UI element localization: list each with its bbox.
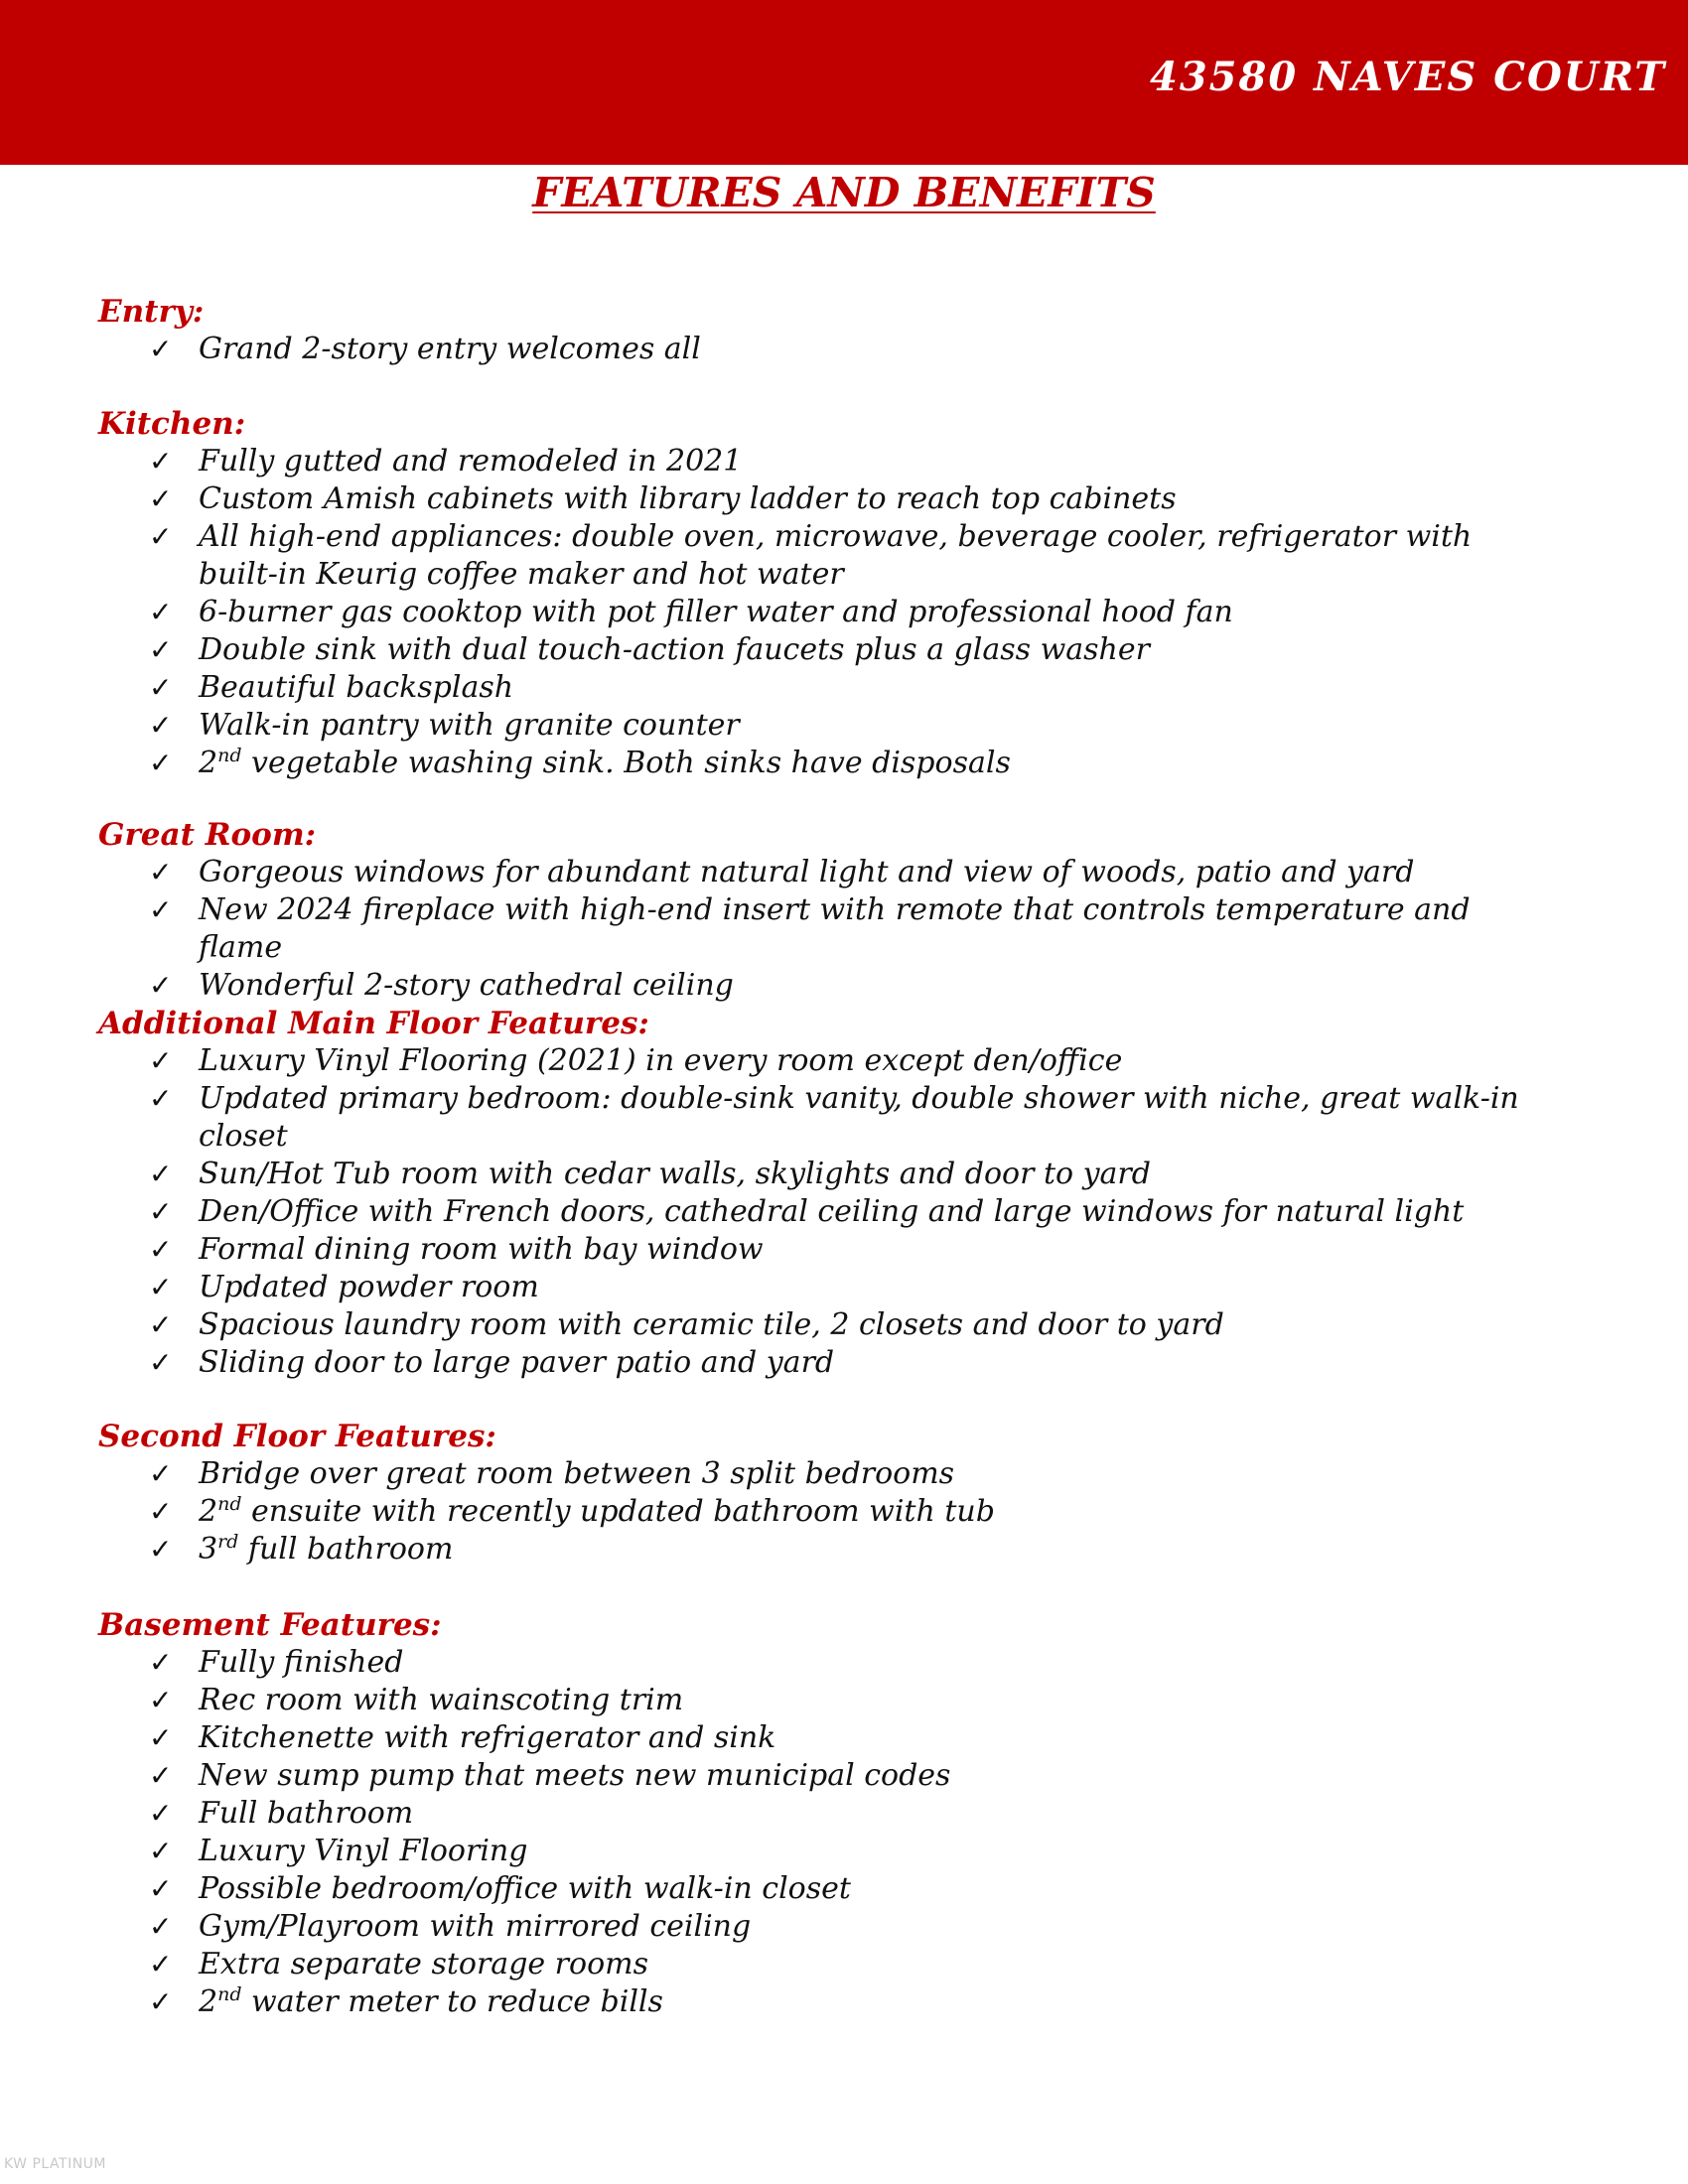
feature-text: All high-end appliances: double oven, microwave, beverage cooler, refrigerator with built-in Keurig coffee maker and hot water [199, 519, 1473, 592]
checkmark-icon: ✓ [149, 1985, 173, 2018]
ordinal-suffix: nd [217, 745, 242, 766]
feature-text: 6-burner gas cooktop with pot filler water and professional hood fan [199, 595, 1233, 629]
ordinal-number: 2 [199, 746, 218, 780]
feature-text: Sliding door to large paver patio and yard [199, 1345, 835, 1380]
feature-list [0, 1042, 1688, 1382]
checkmark-icon: ✓ [149, 1910, 173, 1943]
feature-list [0, 1644, 1688, 2021]
feature-text: Extra separate storage rooms [199, 1947, 648, 1981]
checkmark-icon: ✓ [149, 520, 173, 553]
feature-item [0, 594, 1688, 631]
feature-item [0, 1795, 1688, 1833]
feature-item [0, 967, 1688, 1005]
feature-item [0, 1231, 1688, 1269]
feature-text: vegetable washing sink. Both sinks have disposals [241, 746, 1011, 780]
ordinal-suffix: nd [217, 1493, 242, 1515]
header-bar [0, 0, 1688, 165]
feature-item [0, 1306, 1688, 1344]
checkmark-icon: ✓ [149, 333, 173, 365]
checkmark-icon: ✓ [149, 1271, 173, 1303]
feature-text: Grand 2-story entry welcomes all [199, 332, 701, 366]
section-heading: Second Floor Features: [98, 1419, 496, 1454]
feature-text: Gorgeous windows for abundant natural light and view of woods, patio and yard [199, 855, 1415, 889]
ordinal-suffix: rd [217, 1531, 239, 1553]
feature-item [0, 707, 1688, 745]
checkmark-icon: ✓ [149, 1346, 173, 1379]
feature-item [0, 1042, 1688, 1080]
checkmark-icon: ✓ [149, 1835, 173, 1867]
feature-text: Spacious laundry room with ceramic tile, 2 closets and door to yard [199, 1307, 1224, 1342]
feature-item [0, 1455, 1688, 1493]
feature-text: Luxury Vinyl Flooring (2021) in every room except den/office [199, 1043, 1123, 1078]
section-heading: Additional Main Floor Features: [98, 1006, 649, 1041]
checkmark-icon: ✓ [149, 1872, 173, 1905]
checkmark-icon: ✓ [149, 1797, 173, 1830]
feature-text: Kitchenette with refrigerator and sink [199, 1720, 776, 1755]
feature-text: Custom Amish cabinets with library ladder to reach top cabinets [199, 481, 1177, 516]
feature-item [0, 1531, 1688, 1569]
feature-item [0, 443, 1688, 480]
checkmark-icon: ✓ [149, 1082, 173, 1115]
feature-item [0, 1983, 1688, 2021]
checkmark-icon: ✓ [149, 1684, 173, 1716]
feature-item [0, 631, 1688, 669]
feature-item [0, 669, 1688, 707]
feature-item [0, 1946, 1688, 1983]
checkmark-icon: ✓ [149, 1457, 173, 1490]
page-title: FEATURES AND BENEFITS [532, 169, 1156, 216]
property-address: 43580 NAVES COURT [1150, 54, 1666, 100]
checkmark-icon: ✓ [149, 1759, 173, 1792]
checkmark-icon: ✓ [149, 856, 173, 888]
checkmark-icon: ✓ [149, 1646, 173, 1679]
feature-item [0, 891, 1688, 967]
feature-text: Den/Office with French doors, cathedral ceiling and large windows for natural light [199, 1194, 1465, 1229]
feature-text: Rec room with wainscoting trim [199, 1683, 684, 1717]
section-heading: Great Room: [98, 817, 317, 853]
feature-text: New sump pump that meets new municipal codes [199, 1758, 951, 1793]
section-heading: Basement Features: [98, 1607, 442, 1643]
feature-text: Walk-in pantry with granite counter [199, 708, 740, 743]
feature-text: Gym/Playroom with mirrored ceiling [199, 1909, 752, 1944]
section-heading: Kitchen: [98, 406, 246, 442]
feature-text: water meter to reduce bills [241, 1984, 663, 2019]
feature-item [0, 1757, 1688, 1795]
checkmark-icon: ✓ [149, 1158, 173, 1190]
feature-item [0, 745, 1688, 782]
feature-item [0, 1193, 1688, 1231]
checkmark-icon: ✓ [149, 633, 173, 666]
feature-item [0, 854, 1688, 891]
feature-item [0, 518, 1688, 594]
ordinal-number: 3 [199, 1532, 218, 1567]
checkmark-icon: ✓ [149, 1195, 173, 1228]
feature-text: full bathroom [238, 1532, 454, 1567]
feature-item [0, 1719, 1688, 1757]
checkmark-icon: ✓ [149, 893, 173, 926]
section-heading: Entry: [98, 294, 205, 330]
ordinal-number: 2 [199, 1494, 218, 1529]
feature-text: Possible bedroom/office with walk-in closet [199, 1871, 851, 1906]
checkmark-icon: ✓ [149, 1044, 173, 1077]
checkmark-icon: ✓ [149, 482, 173, 515]
feature-item [0, 1908, 1688, 1946]
feature-item [0, 1344, 1688, 1382]
feature-item [0, 480, 1688, 518]
checkmark-icon: ✓ [149, 1233, 173, 1266]
checkmark-icon: ✓ [149, 671, 173, 704]
checkmark-icon: ✓ [149, 969, 173, 1002]
feature-text: Bridge over great room between 3 split bedrooms [199, 1456, 955, 1491]
feature-list [0, 1455, 1688, 1569]
checkmark-icon: ✓ [149, 709, 173, 742]
feature-text: Updated primary bedroom: double-sink vanity, double shower with niche, great walk-in closet [199, 1081, 1519, 1154]
feature-text: Updated powder room [199, 1270, 539, 1304]
feature-item [0, 1269, 1688, 1306]
feature-text: Luxury Vinyl Flooring [199, 1834, 528, 1868]
feature-text: Full bathroom [199, 1796, 414, 1831]
feature-text: ensuite with recently updated bathroom with tub [241, 1494, 995, 1529]
feature-item [0, 1156, 1688, 1193]
checkmark-icon: ✓ [149, 1308, 173, 1341]
checkmark-icon: ✓ [149, 1533, 173, 1566]
feature-item [0, 331, 1688, 368]
checkmark-icon: ✓ [149, 445, 173, 478]
checkmark-icon: ✓ [149, 596, 173, 628]
feature-text: Wonderful 2-story cathedral ceiling [199, 968, 734, 1003]
feature-text: Fully finished [199, 1645, 404, 1680]
feature-item [0, 1682, 1688, 1719]
feature-text: New 2024 fireplace with high-end insert with remote that controls temperature and flame [199, 892, 1471, 965]
feature-text: Fully gutted and remodeled in 2021 [199, 444, 743, 478]
feature-item [0, 1493, 1688, 1531]
ordinal-number: 2 [199, 1984, 218, 2019]
feature-item [0, 1644, 1688, 1682]
brokerage-logo: KW PLATINUM [4, 2156, 107, 2172]
checkmark-icon: ✓ [149, 1721, 173, 1754]
checkmark-icon: ✓ [149, 747, 173, 779]
feature-item [0, 1080, 1688, 1156]
feature-item [0, 1833, 1688, 1870]
feature-text: Sun/Hot Tub room with cedar walls, skylights and door to yard [199, 1157, 1151, 1191]
feature-list [0, 331, 1688, 368]
ordinal-suffix: nd [217, 1983, 242, 2005]
checkmark-icon: ✓ [149, 1495, 173, 1528]
feature-list [0, 443, 1688, 782]
feature-item [0, 1870, 1688, 1908]
feature-list [0, 854, 1688, 1005]
feature-text: Double sink with dual touch-action faucets plus a glass washer [199, 632, 1150, 667]
feature-text: Beautiful backsplash [199, 670, 514, 705]
checkmark-icon: ✓ [149, 1948, 173, 1980]
feature-text: Formal dining room with bay window [199, 1232, 764, 1267]
